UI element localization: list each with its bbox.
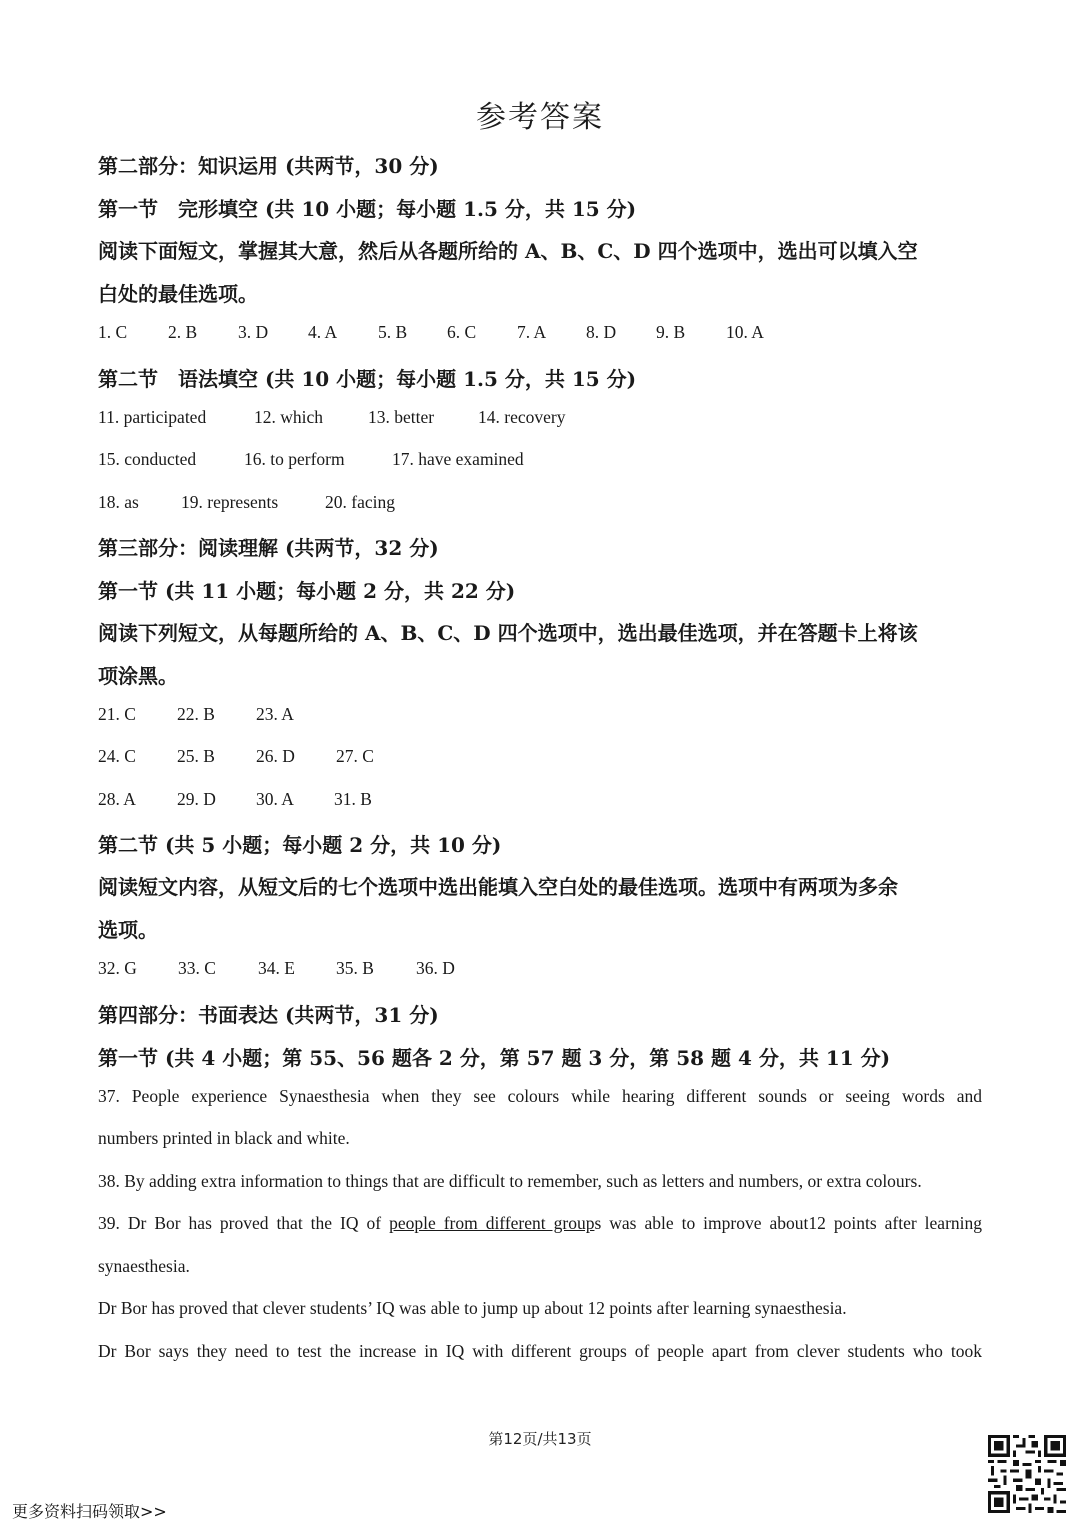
part4-heading: 第四部分：书面表达 (共两节，31 分) <box>98 1003 439 1027</box>
answer-26: 26. D <box>256 746 295 766</box>
part2-sec2-heading: 第二节 语法填空 (共 10 小题；每小题 1.5 分，共 15 分) <box>98 367 637 391</box>
answer-15: 15. conducted <box>98 449 197 469</box>
reading-answers-row-2 <box>98 746 374 767</box>
answer-34: 34. E <box>258 958 295 978</box>
answer-12: 12. which <box>254 407 324 427</box>
answer-39-alt-2: Dr Bor says they need to test the increase in IQ with different groups of people apart from clever students who took <box>98 1341 982 1361</box>
answer-22: 22. B <box>177 704 215 724</box>
answer-21: 21. C <box>98 704 136 724</box>
answer-16: 16. to perform <box>244 449 345 469</box>
answer-36: 36. D <box>416 958 455 978</box>
answer-3: 3. D <box>238 322 269 342</box>
answer-18: 18. as <box>98 492 139 512</box>
answer-29: 29. D <box>177 789 216 809</box>
answer-37-line-1: 37. People experience Synaesthesia when they see colours while hearing different sounds or seeing words and <box>98 1086 982 1106</box>
answer-39-pre: 39. Dr Bor has proved that the IQ of <box>98 1213 390 1233</box>
answer-33: 33. C <box>178 958 216 978</box>
answer-10: 10. A <box>726 322 764 342</box>
cloze-answers <box>98 322 764 343</box>
answer-39-line-2: synaesthesia. <box>98 1256 190 1276</box>
answer-20: 20. facing <box>325 492 395 512</box>
answer-9: 9. B <box>656 322 686 342</box>
answer-4: 4. A <box>308 322 338 342</box>
part3-sec1-instruction-1: 阅读下列短文，从每题所给的 A、B、C、D 四个选项中，选出最佳选项，并在答题卡上将该 <box>98 621 918 645</box>
part3-sec2-instruction-1: 阅读短文内容，从短文后的七个选项中选出能填入空白处的最佳选项。选项中有两项为多余 <box>98 875 898 899</box>
answer-39-line-1 <box>98 1213 982 1234</box>
part3-sec1-instruction-2: 项涂黑。 <box>98 664 178 688</box>
answer-7: 7. A <box>517 322 547 342</box>
answer-27: 27. C <box>336 746 374 766</box>
answer-14: 14. recovery <box>478 407 566 427</box>
reading-answers-row-1 <box>98 704 294 725</box>
answer-17: 17. have examined <box>392 449 524 469</box>
part2-sec1-instruction-2: 白处的最佳选项。 <box>98 282 258 306</box>
part3-sec2-heading: 第二节 (共 5 小题；每小题 2 分，共 10 分) <box>98 833 502 857</box>
answer-38: 38. By adding extra information to things that are difficult to remember, such as letters and numbers, or extra colours. <box>98 1171 922 1191</box>
answer-37-line-2: numbers printed in black and white. <box>98 1128 350 1148</box>
grammar-answers-row-2 <box>98 449 524 470</box>
reading-answers-row-3 <box>98 789 372 810</box>
answer-19: 19. represents <box>181 492 279 512</box>
more-resources-link[interactable]: 更多资料扫码领取>> <box>12 1502 167 1521</box>
answer-30: 30. A <box>256 789 294 809</box>
answer-31: 31. B <box>334 789 372 809</box>
grammar-answers-row-1 <box>98 407 565 428</box>
answer-39-alt-1: Dr Bor has proved that clever students’ IQ was able to jump up about 12 points after learning synaesthesia. <box>98 1298 847 1318</box>
part3-sec1-heading: 第一节 (共 11 小题；每小题 2 分，共 22 分) <box>98 579 516 603</box>
answer-39-underlined: people from different group <box>389 1213 595 1233</box>
answer-13: 13. better <box>368 407 435 427</box>
part4-sec1-heading: 第一节 (共 4 小题；第 55、56 题各 2 分，第 57 题 3 分，第 58 题 4 分，共 11 分) <box>98 1046 891 1070</box>
part2-sec1-heading: 第一节 完形填空 (共 10 小题；每小题 1.5 分，共 15 分) <box>98 197 637 221</box>
answer-35: 35. B <box>336 958 374 978</box>
answer-11: 11. participated <box>98 407 207 427</box>
answer-1: 1. C <box>98 322 128 342</box>
answer-39-post: s was able to improve about12 points after learning <box>594 1213 983 1233</box>
part3-heading: 第三部分：阅读理解 (共两节，32 分) <box>98 536 439 560</box>
seven-choose-five-answers <box>98 958 455 979</box>
page-title: 参考答案 <box>476 100 604 135</box>
answer-32: 32. G <box>98 958 137 978</box>
answer-25: 25. B <box>177 746 215 766</box>
answer-23: 23. A <box>256 704 294 724</box>
answer-6: 6. C <box>447 322 477 342</box>
answer-24: 24. C <box>98 746 136 766</box>
part3-sec2-instruction-2: 选项。 <box>98 918 158 942</box>
answer-5: 5. B <box>378 322 408 342</box>
answer-28: 28. A <box>98 789 136 809</box>
page-number: 第12页/共13页 <box>488 1430 592 1448</box>
answer-8: 8. D <box>586 322 617 342</box>
grammar-answers-row-3 <box>98 492 395 513</box>
part2-heading: 第二部分：知识运用 (共两节，30 分) <box>98 154 439 178</box>
qr-code-icon[interactable] <box>988 1435 1066 1513</box>
part2-sec1-instruction-1: 阅读下面短文，掌握其大意，然后从各题所给的 A、B、C、D 四个选项中，选出可以填入空 <box>98 239 918 263</box>
answer-2: 2. B <box>168 322 198 342</box>
